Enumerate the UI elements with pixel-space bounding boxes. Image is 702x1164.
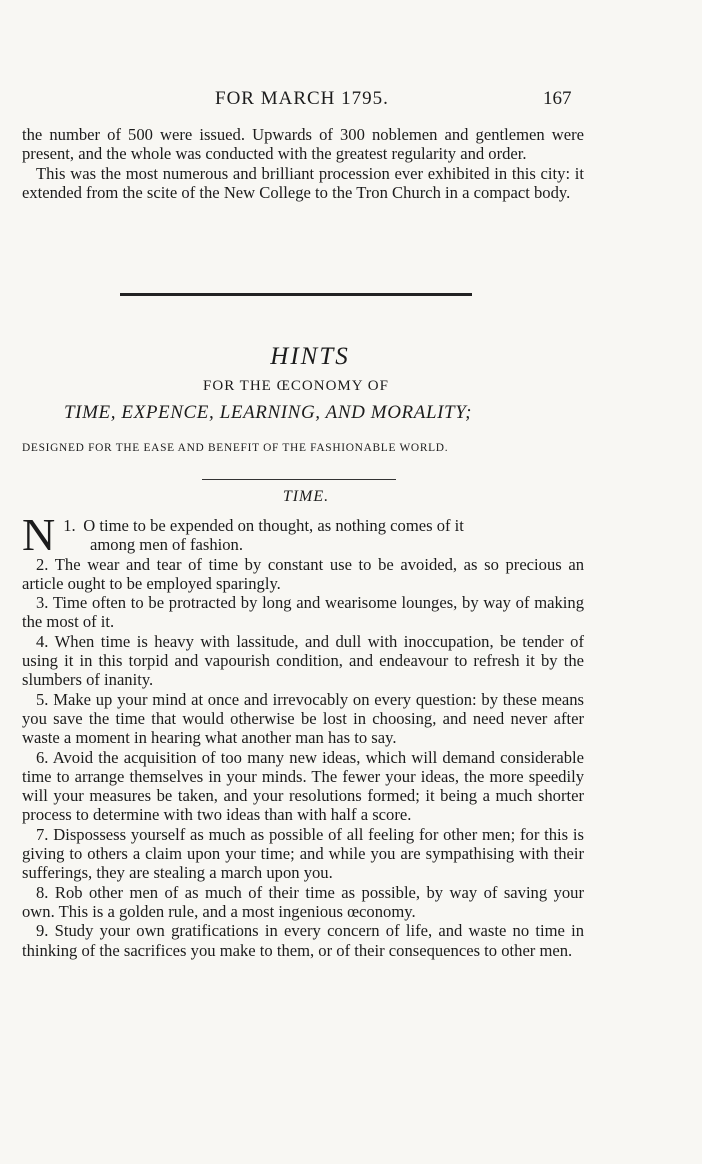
hint-item-1-number: 1. bbox=[63, 516, 76, 535]
intro-text bbox=[22, 125, 584, 202]
page-number: 167 bbox=[543, 88, 572, 109]
article-subjects: TIME, EXPENCE, LEARNING, AND MORALITY; bbox=[64, 402, 473, 423]
hint-item: 6. Avoid the acquisition of too many new ideas, which will demand considerable time to arrange themselves in your minds. The fewer your ideas, the more speedily will your measures be taken, and your resolutions formed; it being a much shorter process to determine with two ideas than with half a score. bbox=[22, 747, 584, 825]
hint-item-1 bbox=[22, 509, 584, 560]
dropcap-letter: N bbox=[22, 509, 56, 560]
hint-item: 5. Make up your mind at once and irrevocably on every question: by these means you save the time that would otherwise be lost in choosing, and need never after waste a moment in hearing what another man has to say. bbox=[22, 689, 584, 748]
hint-item: 9. Study your own gratifications in every concern of life, and waste no time in thinking of the sacrifices you make to them, or of their consequences to other men. bbox=[22, 921, 584, 960]
section-divider bbox=[120, 293, 472, 296]
article-dedication: DESIGNED FOR THE EASE AND BENEFIT OF THE FASHIONABLE WORLD. bbox=[22, 442, 449, 454]
hint-item-1-line1: O time to be expended on thought, as nothing comes of it bbox=[83, 516, 464, 535]
hint-item: 4. When time is heavy with lassitude, and dull with inoccupation, be tender of using it in this torpid and vapourish condition, and endeavour to refresh it by the slumbers of inanity. bbox=[22, 631, 584, 690]
intro-paragraph-1: the number of 500 were issued. Upwards of 300 noblemen and gentlemen were present, and the whole was conducted with the greatest regularity and order. bbox=[22, 125, 584, 164]
article-subtitle-for: FOR THE ŒCONOMY OF bbox=[203, 378, 389, 394]
hint-item-1-line2: among men of fashion. bbox=[90, 535, 243, 555]
hint-item: 3. Time often to be protracted by long and wearisome lounges, by way of making the most of it. bbox=[22, 593, 584, 632]
title-divider bbox=[202, 479, 396, 480]
intro-paragraph-2: This was the most numerous and brilliant procession ever exhibited in this city: it extended from the scite of the New College to the Tron Church in a compact body. bbox=[22, 163, 584, 202]
hint-item: 7. Dispossess yourself as much as possible of all feeling for other men; for this is giving to others a claim upon your time; and while you are sympathising with their sufferings, they are stealing a march upon you. bbox=[22, 824, 584, 883]
article-title: HINTS bbox=[270, 343, 350, 370]
hints-list bbox=[22, 509, 584, 960]
running-head-title: FOR MARCH 1795. bbox=[215, 88, 389, 109]
hint-item: 2. The wear and tear of time by constant use to be avoided, as so precious an article ought to be employed sparingly. bbox=[22, 554, 584, 593]
running-head bbox=[0, 88, 702, 118]
hint-item: 8. Rob other men of as much of their time as possible, by way of saving your own. This is a golden rule, and a most ingenious œconomy. bbox=[22, 882, 584, 921]
section-heading-time: TIME. bbox=[282, 488, 330, 505]
